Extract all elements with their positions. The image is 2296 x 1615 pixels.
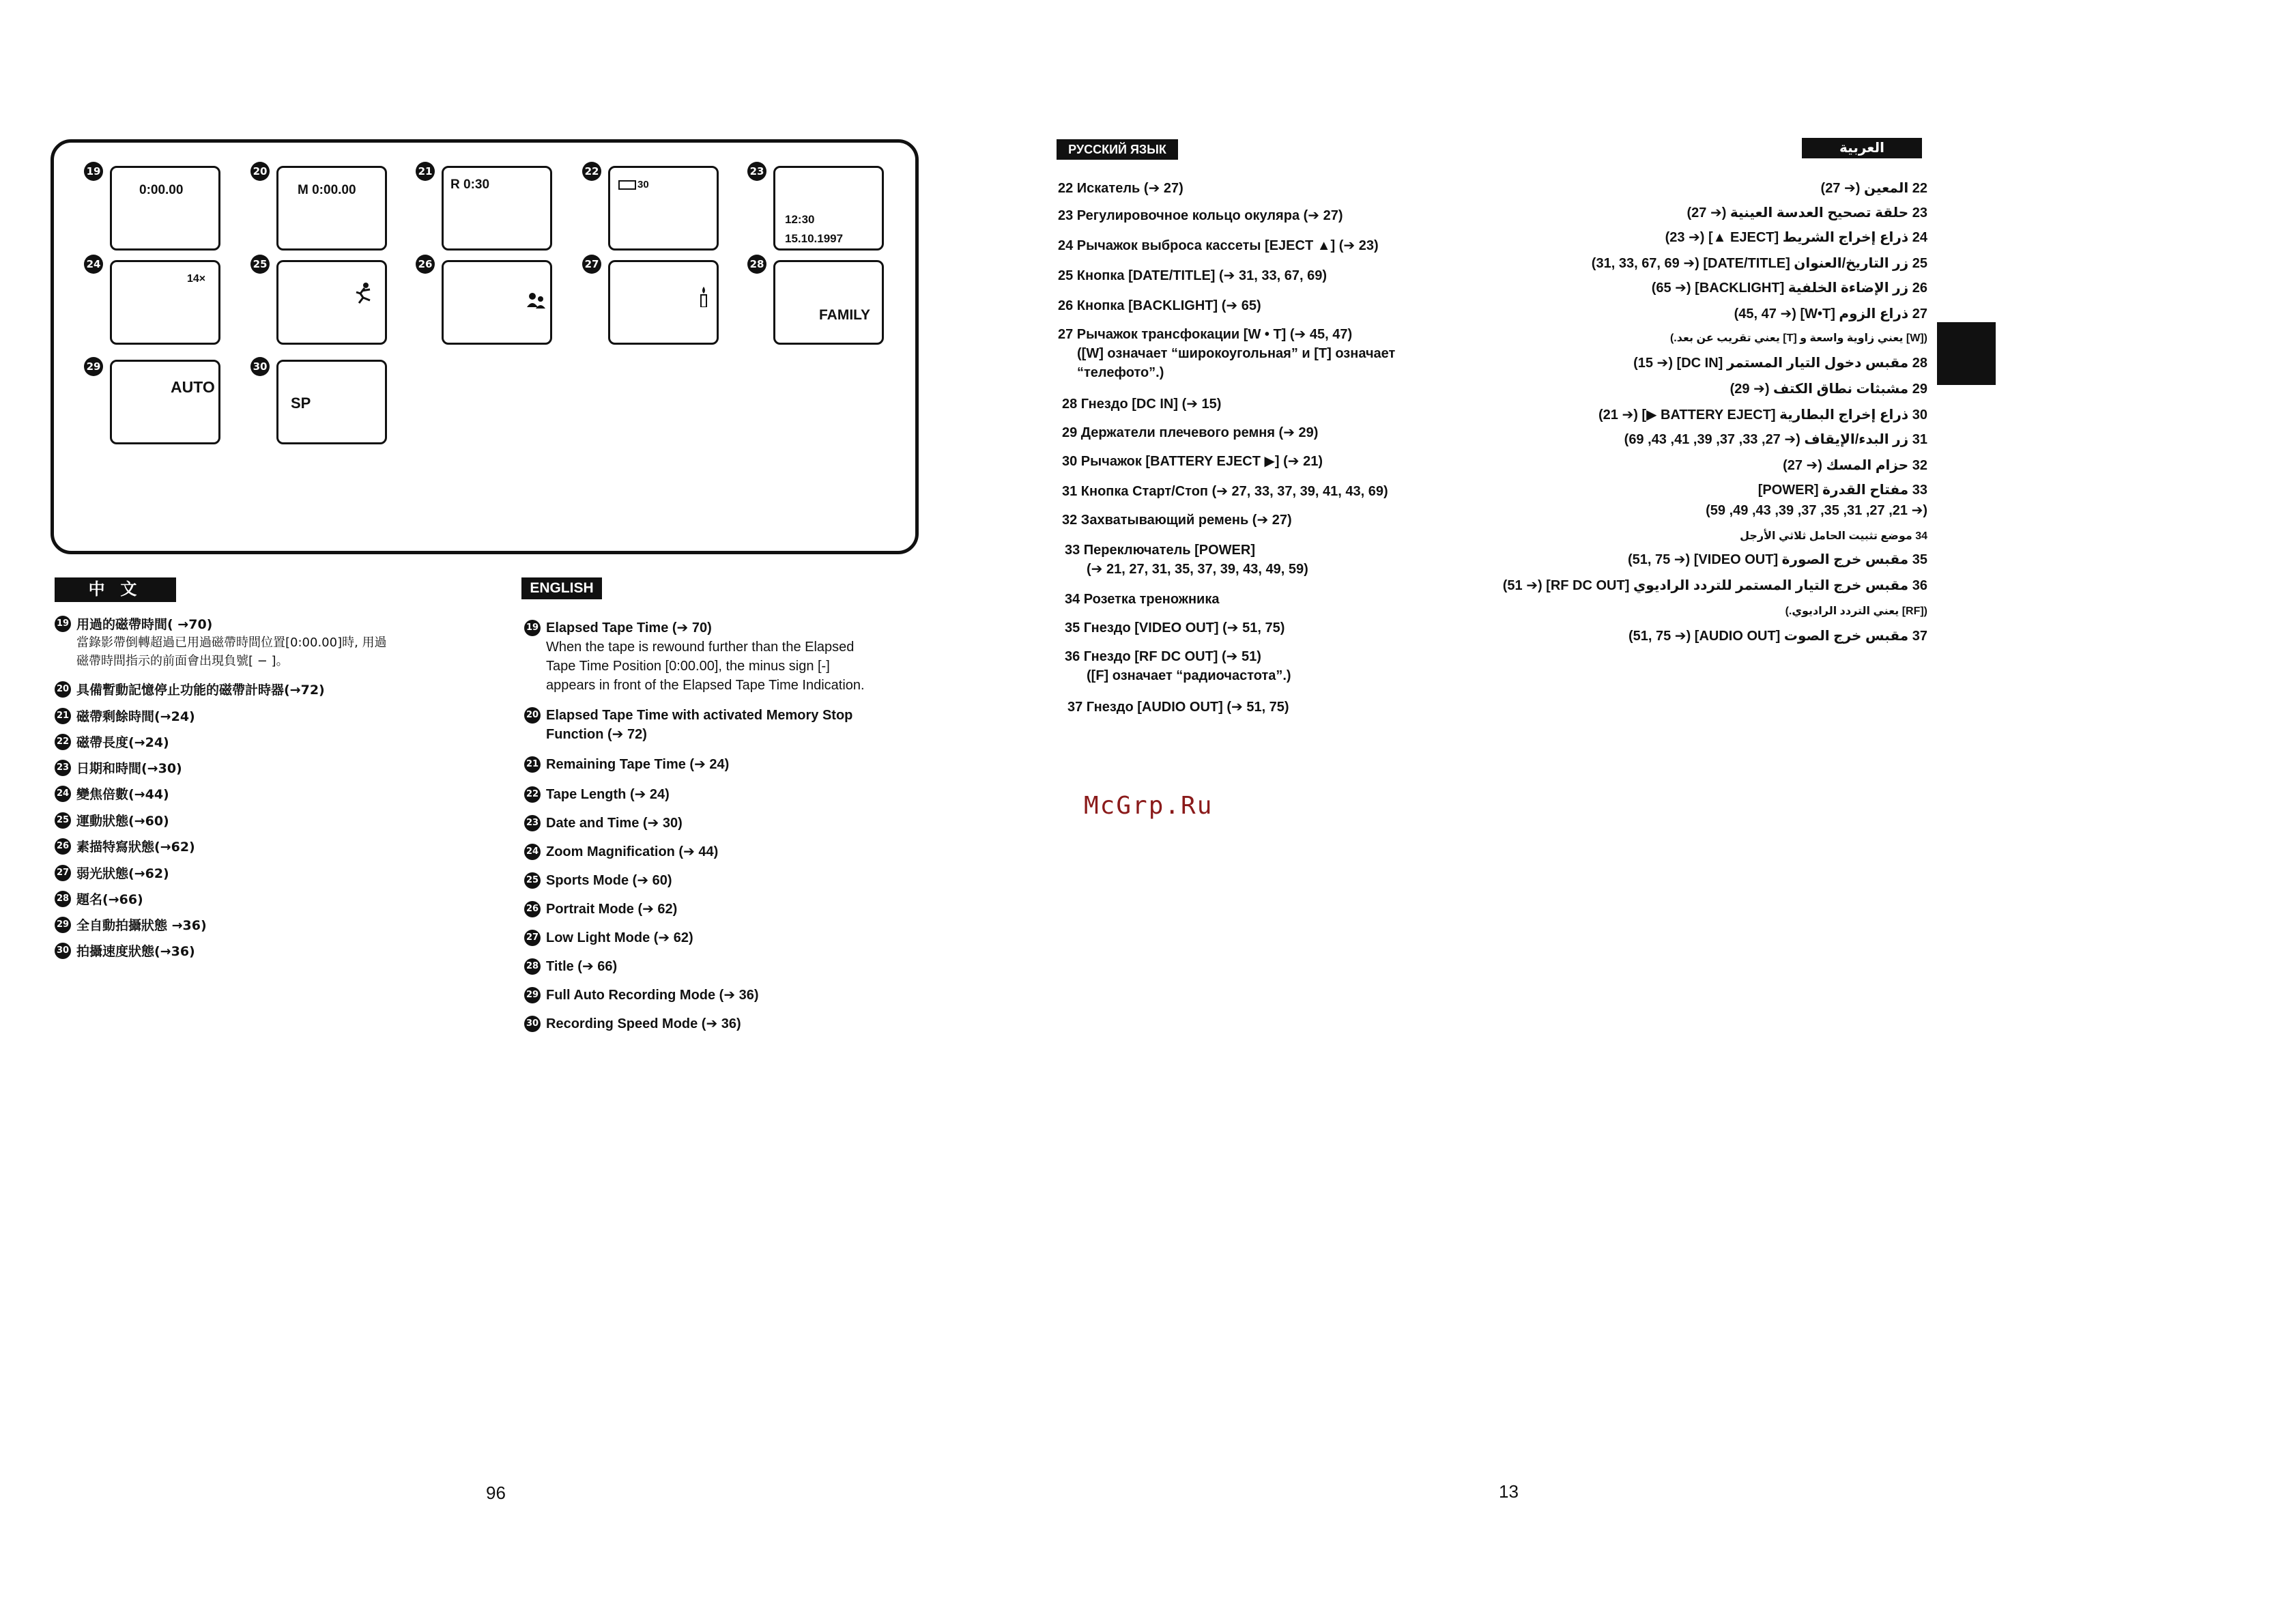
list-item xyxy=(1065,541,1308,579)
list-item xyxy=(55,865,169,883)
list-item: 23 Регулировочное кольцо окуляра (➔ 27) xyxy=(1058,208,1343,223)
list-item: 36 مقبس خرج التيار المستمر للتردد الراديوي [RF DC OUT] (➔ 51) xyxy=(1502,578,1927,593)
chinese-header: 中 文 xyxy=(55,577,176,602)
item-text: 磁帶剩餘時間(→24) xyxy=(76,709,195,724)
item-number: 29 xyxy=(55,917,71,933)
item-detail: Tape Time Position [0:00.00], the minus sign [-] xyxy=(546,659,830,674)
item-text: 33 Переключатель [POWER] xyxy=(1065,543,1256,558)
item-text: Elapsed Tape Time (➔ 70) xyxy=(546,620,712,635)
screen-memory-stop xyxy=(276,166,387,251)
screen-date: 15.10.1997 xyxy=(785,232,844,245)
item-number: 22 xyxy=(524,786,541,803)
item-text: 運動狀態(→60) xyxy=(76,814,169,829)
callout-24: 24 xyxy=(84,255,103,274)
list-item xyxy=(55,616,387,670)
list-item xyxy=(55,734,169,752)
screen-low-light xyxy=(608,260,719,345)
list-item: 29 Держатели плечевого ремня (➔ 29) xyxy=(1062,425,1319,440)
callout-28: 28 xyxy=(747,255,766,274)
screen-remaining-tape xyxy=(442,166,552,251)
list-item xyxy=(524,618,865,695)
list-item xyxy=(524,785,670,804)
item-number: 21 xyxy=(524,756,541,773)
item-number: 28 xyxy=(55,891,71,907)
list-item: 37 Гнездо [AUDIO OUT] (➔ 51, 75) xyxy=(1067,700,1289,715)
item-text: 36 Гнездо [RF DC OUT] (➔ 51) xyxy=(1065,649,1261,664)
screen-zoom xyxy=(110,260,220,345)
page-number-left: 96 xyxy=(486,1483,506,1503)
item-text: Function (➔ 72) xyxy=(546,727,647,742)
list-item: 32 حزام المسك (➔ 27) xyxy=(1783,458,1927,473)
item-text: Recording Speed Mode (➔ 36) xyxy=(546,1016,741,1031)
callout-27: 27 xyxy=(582,255,601,274)
item-detail: ([W] означает “широкоугольная” и [T] означает xyxy=(1077,346,1396,361)
item-text: Sports Mode (➔ 60) xyxy=(546,873,672,888)
list-item: 27 ذراع الزوم [W•T] (➔ 45, 47) xyxy=(1734,306,1927,321)
list-item: 24 Рычажок выброса кассеты [EJECT ▲] (➔ 23) xyxy=(1058,238,1379,253)
list-item: 30 ذراع إخراج البطارية [BATTERY EJECT ▶] (➔ 21) xyxy=(1598,408,1927,423)
list-item: 23 حلقة تصحيح العدسة العينية (➔ 27) xyxy=(1687,205,1927,220)
list-item: 34 موضع تثبيت الحامل ثلاثي الأرجل xyxy=(1740,530,1927,542)
list-item xyxy=(524,1014,741,1033)
candle-icon xyxy=(699,287,708,307)
screen-sports-mode xyxy=(276,260,387,345)
screen-text: M 0:00.00 xyxy=(298,183,356,197)
item-text: 變焦倍數(→44) xyxy=(76,787,169,802)
item-text: Elapsed Tape Time with activated Memory Stop xyxy=(546,708,853,723)
list-item: 22 المعين (➔ 27) xyxy=(1820,181,1927,196)
callout-30: 30 xyxy=(250,357,270,376)
item-text: Portrait Mode (➔ 62) xyxy=(546,902,678,917)
screen-portrait-mode xyxy=(442,260,552,345)
item-text: 27 Рычажок трансфокации [W • T] (➔ 45, 47) xyxy=(1058,327,1353,342)
list-item xyxy=(55,760,182,777)
list-item: 34 Розетка треножника xyxy=(1065,592,1220,607)
page-number-right: 13 xyxy=(1499,1481,1519,1502)
callout-19: 19 xyxy=(84,162,103,181)
screen-date-time xyxy=(773,166,884,251)
item-detail: 當錄影帶倒轉超過已用過磁帶時間位置[0:00.00]時, 用過 xyxy=(76,635,387,650)
sports-icon xyxy=(352,281,375,304)
item-text: Remaining Tape Time (➔ 24) xyxy=(546,757,730,772)
item-number: 22 xyxy=(55,734,71,750)
list-item xyxy=(524,755,729,774)
item-number: 25 xyxy=(55,812,71,829)
screen-text: FAMILY xyxy=(819,307,871,323)
list-item xyxy=(55,708,195,726)
list-item: 26 زر الإضاءة الخلفية [BACKLIGHT] (➔ 65) xyxy=(1651,281,1927,296)
callout-26: 26 xyxy=(416,255,435,274)
list-item: 28 مقبس دخول التيار المستمر [DC IN] (➔ 15) xyxy=(1633,356,1927,371)
list-item: 30 Рычажок [BATTERY EJECT ▶] (➔ 21) xyxy=(1062,454,1323,469)
item-number: 26 xyxy=(55,838,71,855)
screen-text: 30 xyxy=(637,179,649,190)
item-text: 題名(→66) xyxy=(76,892,143,907)
section-tab-marker xyxy=(1937,322,1996,385)
list-item xyxy=(524,814,683,833)
item-text: 用過的磁帶時間( →70) xyxy=(76,617,213,632)
screen-time: 12:30 xyxy=(785,213,815,226)
list-item xyxy=(524,900,677,919)
item-number: 19 xyxy=(524,620,541,636)
screen-text: 0:00.00 xyxy=(139,183,184,197)
item-text: 具備暫動記憶停止功能的磁帶計時器(→72) xyxy=(76,683,325,698)
list-item: (➔ 21, 27, 31, 35, 37, 39, 43, 49, 59) xyxy=(1706,503,1927,518)
list-item: 32 Захватывающий ремень (➔ 27) xyxy=(1062,513,1292,528)
list-item xyxy=(524,706,852,744)
item-number: 24 xyxy=(524,844,541,860)
screen-tape-length xyxy=(608,166,719,251)
list-item: 26 Кнопка [BACKLIGHT] (➔ 65) xyxy=(1058,298,1261,313)
list-item: 33 مفتاح القدرة [POWER] xyxy=(1757,483,1927,498)
item-text: 拍攝速度狀態(→36) xyxy=(76,944,195,959)
item-detail: 磁帶時間指示的前面會出現負號[ − ]。 xyxy=(76,654,289,668)
callout-21: 21 xyxy=(416,162,435,181)
list-item xyxy=(524,842,718,861)
item-text: Date and Time (➔ 30) xyxy=(546,816,683,831)
item-number: 19 xyxy=(55,616,71,632)
list-item xyxy=(55,943,195,960)
osd-diagram-panel xyxy=(51,139,919,554)
list-item xyxy=(1065,647,1291,685)
callout-29: 29 xyxy=(84,357,103,376)
item-number: 30 xyxy=(524,1016,541,1032)
list-item: ([RF] يعني التردد الراديوي.) xyxy=(1785,605,1927,617)
list-item: 31 زر البدء/الإيقاف (➔ 27, 33, 37, 39, 41, 43, 69) xyxy=(1624,432,1927,447)
item-text: Zoom Magnification (➔ 44) xyxy=(546,844,719,859)
item-number: 21 xyxy=(55,708,71,724)
item-number: 28 xyxy=(524,958,541,975)
item-text: 全自動拍攝狀態 →36) xyxy=(76,918,207,933)
list-item: 24 ذراع إخراج الشريط [EJECT ▲] (➔ 23) xyxy=(1665,230,1927,245)
item-text: 磁帶長度(→24) xyxy=(76,735,169,750)
tape-icon xyxy=(618,180,636,190)
english-header: ENGLISH xyxy=(521,577,602,599)
list-item: ([W] يعني زاوية واسعة و [T] يعني تقريب عن بعد.) xyxy=(1669,332,1927,344)
list-item xyxy=(55,681,325,699)
screen-text: R 0:30 xyxy=(450,177,490,192)
item-detail: appears in front of the Elapsed Tape Time Indication. xyxy=(546,678,865,693)
list-item xyxy=(55,917,207,934)
list-item xyxy=(1058,325,1395,382)
item-number: 25 xyxy=(524,872,541,889)
item-number: 23 xyxy=(524,815,541,831)
item-text: Title (➔ 66) xyxy=(546,959,618,974)
item-text: Tape Length (➔ 24) xyxy=(546,787,670,802)
list-item: 35 Гнездо [VIDEO OUT] (➔ 51, 75) xyxy=(1065,620,1285,635)
callout-25: 25 xyxy=(250,255,270,274)
screen-full-auto xyxy=(110,360,220,444)
item-detail: When the tape is rewound further than the Elapsed xyxy=(546,640,855,655)
item-detail: ([F] означает “радиочастота”.) xyxy=(1087,668,1291,683)
list-item xyxy=(55,786,169,803)
list-item xyxy=(524,986,759,1005)
item-text: 日期和時間(→30) xyxy=(76,761,182,776)
list-item: 35 مقبس خرج الصورة [VIDEO OUT] (➔ 51, 75) xyxy=(1627,552,1927,567)
arabic-header: العربية xyxy=(1802,138,1922,158)
item-text: Low Light Mode (➔ 62) xyxy=(546,930,693,945)
screen-text: 14× xyxy=(187,273,206,285)
callout-23: 23 xyxy=(747,162,766,181)
item-text: 素描特寫狀態(→62) xyxy=(76,840,195,855)
list-item: 22 Искатель (➔ 27) xyxy=(1058,181,1183,196)
russian-header: РУССКИЙ ЯЗЫК xyxy=(1057,139,1178,160)
item-detail: “телефото”.) xyxy=(1077,365,1164,380)
callout-22: 22 xyxy=(582,162,601,181)
item-detail: (➔ 21, 27, 31, 35, 37, 39, 43, 49, 59) xyxy=(1087,562,1308,577)
watermark: McGrp.Ru xyxy=(1084,792,1214,820)
list-item: 31 Кнопка Старт/Стоп (➔ 27, 33, 37, 39, 41, 43, 69) xyxy=(1062,484,1388,499)
list-item xyxy=(55,838,195,856)
callout-20: 20 xyxy=(250,162,270,181)
list-item xyxy=(55,812,169,830)
screen-recording-speed xyxy=(276,360,387,444)
list-item xyxy=(524,871,672,890)
list-item xyxy=(524,928,693,947)
item-number: 27 xyxy=(524,930,541,946)
screen-elapsed-tape-time xyxy=(110,166,220,251)
item-text: 弱光狀態(→62) xyxy=(76,866,169,881)
screen-title xyxy=(773,260,884,345)
item-number: 29 xyxy=(524,987,541,1003)
item-number: 27 xyxy=(55,865,71,881)
item-number: 26 xyxy=(524,901,541,917)
list-item: 25 Кнопка [DATE/TITLE] (➔ 31, 33, 67, 69) xyxy=(1058,268,1327,283)
list-item: 25 زر التاريخ/العنوان [DATE/TITLE] (➔ 31, 33, 67, 69) xyxy=(1591,256,1927,271)
portrait-icon xyxy=(527,292,546,309)
item-number: 24 xyxy=(55,786,71,802)
screen-text: AUTO xyxy=(171,378,215,396)
list-item: 28 Гнездо [DC IN] (➔ 15) xyxy=(1062,397,1222,412)
item-number: 30 xyxy=(55,943,71,959)
item-number: 20 xyxy=(55,681,71,698)
item-text: Full Auto Recording Mode (➔ 36) xyxy=(546,988,759,1003)
item-number: 23 xyxy=(55,760,71,776)
list-item: 29 مشبثات نطاق الكتف (➔ 29) xyxy=(1730,382,1927,397)
list-item xyxy=(55,891,143,909)
item-number: 20 xyxy=(524,707,541,724)
list-item: 37 مقبس خرج الصوت [AUDIO OUT] (➔ 51, 75) xyxy=(1628,629,1927,644)
list-item xyxy=(524,957,617,976)
screen-text: SP xyxy=(291,395,311,412)
